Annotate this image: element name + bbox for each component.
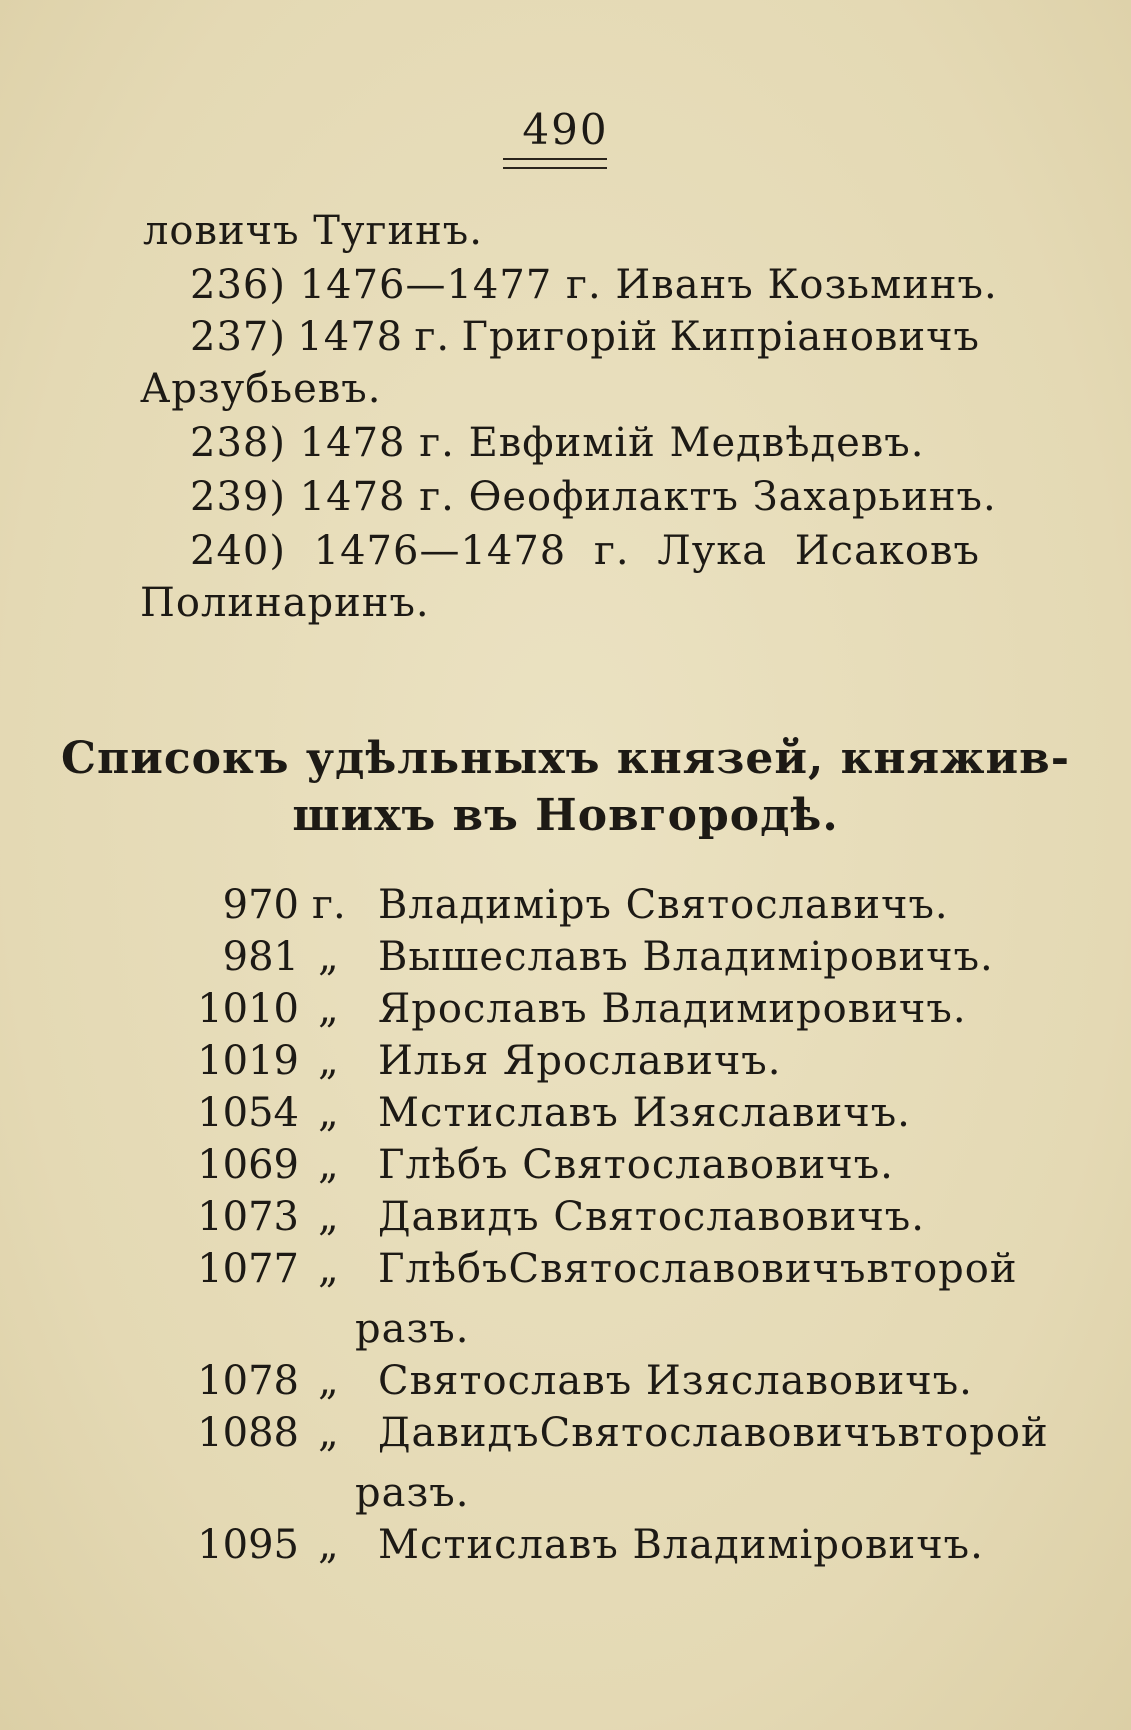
ruler-name: Давидъ Святославовичъ. [378, 1194, 925, 1240]
section-heading-line-2: шихъ въ Новгородѣ. [292, 790, 839, 841]
ruler-name-second: Святославовичъ [508, 1246, 867, 1292]
page-number: 490 [522, 105, 609, 154]
entry-year-mark: г. [419, 474, 455, 520]
entry-number: 238) [190, 420, 286, 466]
entry-236 [190, 262, 998, 308]
entry-number: 236) [190, 262, 286, 308]
ruler-name [378, 1246, 1018, 1292]
ditto-mark: „ [318, 1142, 339, 1188]
ruler-name: Глѣбъ Святославовичъ. [378, 1142, 894, 1188]
ruler-row [0, 1038, 1131, 1090]
page-number-double-rule [503, 158, 607, 169]
ruler-row [0, 934, 1131, 986]
entry-name-second: Кипріановичъ [669, 314, 980, 360]
ruler-name: Мстиславъ Изяславичъ. [378, 1090, 911, 1136]
ditto-mark: „ [318, 1358, 339, 1404]
ruler-year-mark: г. [312, 882, 346, 928]
ruler-year: 1073 [197, 1194, 299, 1240]
ditto-mark: „ [318, 1246, 339, 1292]
entry-dates: 1478 [299, 474, 406, 520]
ruler-row [0, 1522, 1131, 1574]
entry-dates: 1476—1478 [313, 528, 567, 574]
ruler-row [0, 1410, 1131, 1462]
ruler-name-continuation: разъ. [355, 1470, 470, 1516]
ruler-year: 1019 [197, 1038, 299, 1084]
ruler-name: Илья Ярославичъ. [378, 1038, 782, 1084]
ruler-row [0, 986, 1131, 1038]
ruler-year: 1054 [197, 1090, 299, 1136]
entry-number: 239) [190, 474, 286, 520]
ditto-mark: „ [318, 1522, 339, 1568]
entry-name: Ѳеофилактъ Захарьинъ. [468, 474, 997, 520]
entry-name-first: Лука [657, 528, 768, 574]
entry-239 [190, 474, 997, 520]
entry-238 [190, 420, 924, 466]
entry-dates: 1478 [297, 314, 404, 360]
entry-240 [190, 528, 980, 574]
ruler-year: 1069 [197, 1142, 299, 1188]
ruler-row [0, 1090, 1131, 1142]
ruler-name-first: Глѣбъ [378, 1246, 509, 1292]
ruler-name: Владиміръ Святославичъ. [378, 882, 949, 928]
ditto-mark: „ [318, 986, 339, 1032]
entry-year-mark: г. [565, 262, 602, 308]
ditto-mark: „ [318, 1410, 339, 1456]
section-heading-line-1: Списокъ удѣльныхъ князей, княжив- [61, 733, 1070, 784]
ruler-year: 1088 [197, 1410, 299, 1456]
ruler-year: 981 [222, 934, 299, 980]
ruler-name: Святославъ Изяславовичъ. [378, 1358, 973, 1404]
entry-year-mark: г. [414, 314, 451, 360]
ruler-row [0, 1142, 1131, 1194]
ditto-mark: „ [318, 1194, 339, 1240]
ruler-row [0, 1246, 1131, 1298]
entry-year-mark: г. [593, 528, 630, 574]
ditto-mark: „ [318, 934, 339, 980]
entry-year-mark: г. [419, 420, 455, 466]
text-line-continuation: ловичъ Тугинъ. [143, 208, 483, 254]
ruler-name-third: второй [866, 1246, 1018, 1292]
ruler-name-third: второй [897, 1410, 1049, 1456]
ruler-name [378, 1410, 1049, 1456]
ruler-row [0, 1194, 1131, 1246]
ruler-year: 1077 [197, 1246, 299, 1292]
ditto-mark: „ [318, 1090, 339, 1136]
entry-name-second: Исаковъ [794, 528, 980, 574]
entry-237-continuation: Арзубьевъ. [140, 366, 382, 412]
entry-name-first: Григорій [461, 314, 659, 360]
entry-name: Иванъ Козьминъ. [615, 262, 998, 308]
ruler-row [0, 882, 1131, 934]
entry-dates: 1478 [299, 420, 406, 466]
ruler-name-second: Святославовичъ [539, 1410, 898, 1456]
ruler-year: 1095 [197, 1522, 299, 1568]
ruler-name: Мстиславъ Владиміровичъ. [378, 1522, 984, 1568]
entry-dates: 1476—1477 [299, 262, 553, 308]
entry-237 [190, 314, 980, 360]
ruler-year: 1010 [197, 986, 299, 1032]
ditto-mark: „ [318, 1038, 339, 1084]
ruler-name: Ярославъ Владимировичъ. [378, 986, 967, 1032]
ruler-name-continuation: разъ. [355, 1306, 470, 1352]
entry-240-continuation: Полинаринъ. [140, 580, 430, 626]
entry-number: 240) [190, 528, 286, 574]
ruler-year: 1078 [197, 1358, 299, 1404]
ruler-name: Вышеславъ Владиміровичъ. [378, 934, 994, 980]
entry-number: 237) [190, 314, 286, 360]
ruler-row [0, 1358, 1131, 1410]
ruler-year: 970 [222, 882, 299, 928]
ruler-name-first: Давидъ [378, 1410, 540, 1456]
entry-name: Евфимій Медвѣдевъ. [468, 420, 925, 466]
